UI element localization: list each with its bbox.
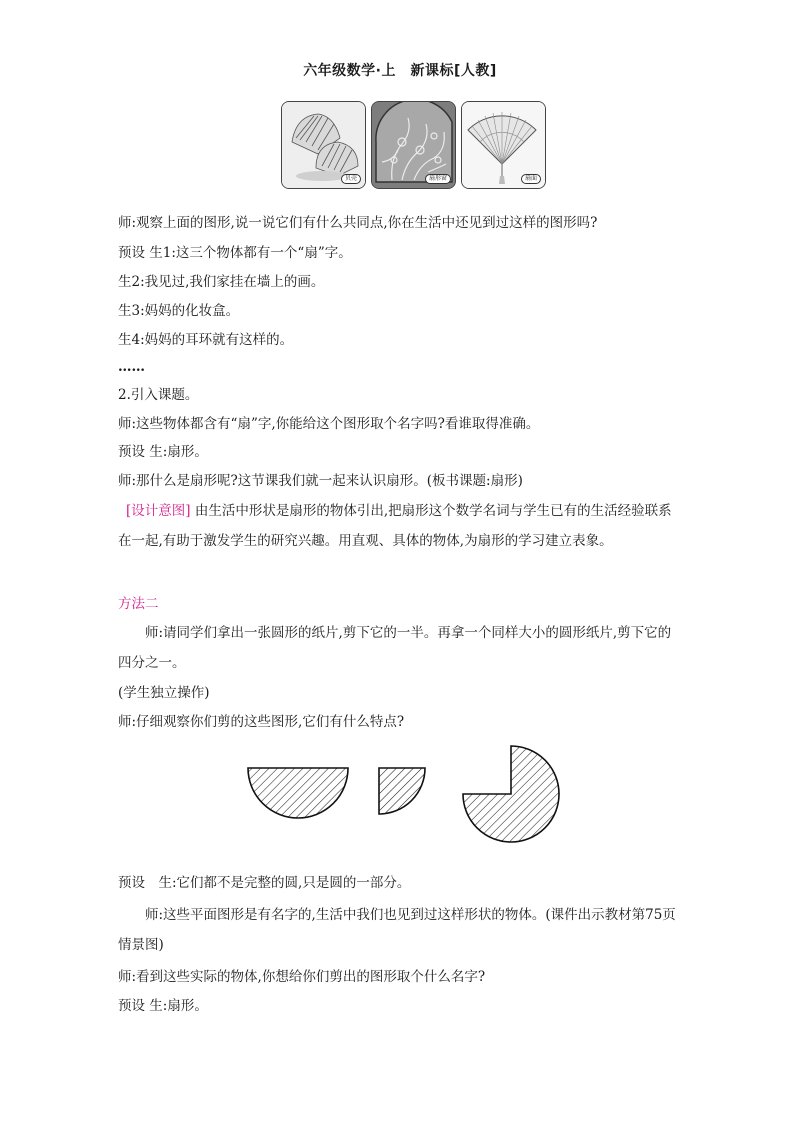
student-answer-4: 生4:妈妈的耳环就有这样的。 [118, 332, 294, 348]
teacher-naming: 师:看到这些实际的物体,你想给你们剪出的图形取个什么名字? [118, 969, 486, 985]
student-answer: 预设 生:扇形。 [118, 444, 208, 460]
photo-label: 扇形窗 [425, 174, 451, 184]
sector-shapes [246, 740, 568, 852]
step-intro: 2.引入课题。 [118, 387, 199, 403]
cut-shapes-figure [246, 740, 568, 852]
teacher-prompt: 师:这些物体都含有“扇”字,你能给这个图形取个名字吗?看谁取得准确。 [118, 416, 540, 432]
student-answer-1: 预设 生1:这三个物体都有一个“扇”字。 [118, 245, 352, 261]
student-naming: 预设 生:扇形。 [118, 998, 208, 1014]
teacher-question: 师:观察上面的图形,说一说它们有什么共同点,你在生活中还见到过这样的图形吗? [118, 215, 598, 231]
semicircle-shape [248, 768, 348, 818]
photo-fan-window [371, 101, 456, 189]
teacher-courseware: 师:这些平面图形是有名字的,生活中我们也见到过这样形状的物体。(课件出示教材第75页情景图) [118, 907, 676, 953]
teacher-statement: 师:那什么是扇形呢?这节课我们就一起来认识扇形。(板书课题:扇形) [118, 473, 523, 489]
photo-strip [281, 101, 545, 189]
photo-label: 扇面 [521, 174, 541, 184]
quarter-circle-shape [379, 768, 425, 814]
photo-folding-fan [461, 101, 546, 189]
student-answer-3: 生3:妈妈的化妆盒。 [118, 303, 240, 319]
design-intent [118, 496, 678, 556]
teacher-instruction: 师:请同学们拿出一张圆形的纸片,剪下它的一半。再拿一个同样大小的圆形纸片,剪下它的四分之一。 [118, 625, 672, 671]
photo-shell [281, 101, 366, 189]
ellipsis: …… [118, 359, 145, 375]
three-quarter-circle-shape [463, 746, 559, 842]
student-observation: 预设 生:它们都不是完整的圆,只是圆的一部分。 [118, 875, 411, 891]
photo-label: 贝壳 [341, 174, 361, 184]
design-intent-text: 由生活中形状是扇形的物体引出,把扇形这个数学名词与学生已有的生活经验联系在一起,有助于激发学生的研究兴趣。用直观、具体的物体,为扇形的学习建立表象。 [118, 503, 672, 549]
page-header: 六年级数学·上 新课标[人教] [303, 63, 497, 79]
method-heading: 方法二 [118, 596, 159, 612]
design-intent-tag: [设计意图] [126, 503, 191, 519]
student-activity: (学生独立操作) [118, 685, 210, 701]
teacher-observe: 师:仔细观察你们剪的这些图形,它们有什么特点? [118, 714, 405, 730]
student-answer-2: 生2:我见过,我们家挂在墙上的画。 [118, 274, 325, 290]
